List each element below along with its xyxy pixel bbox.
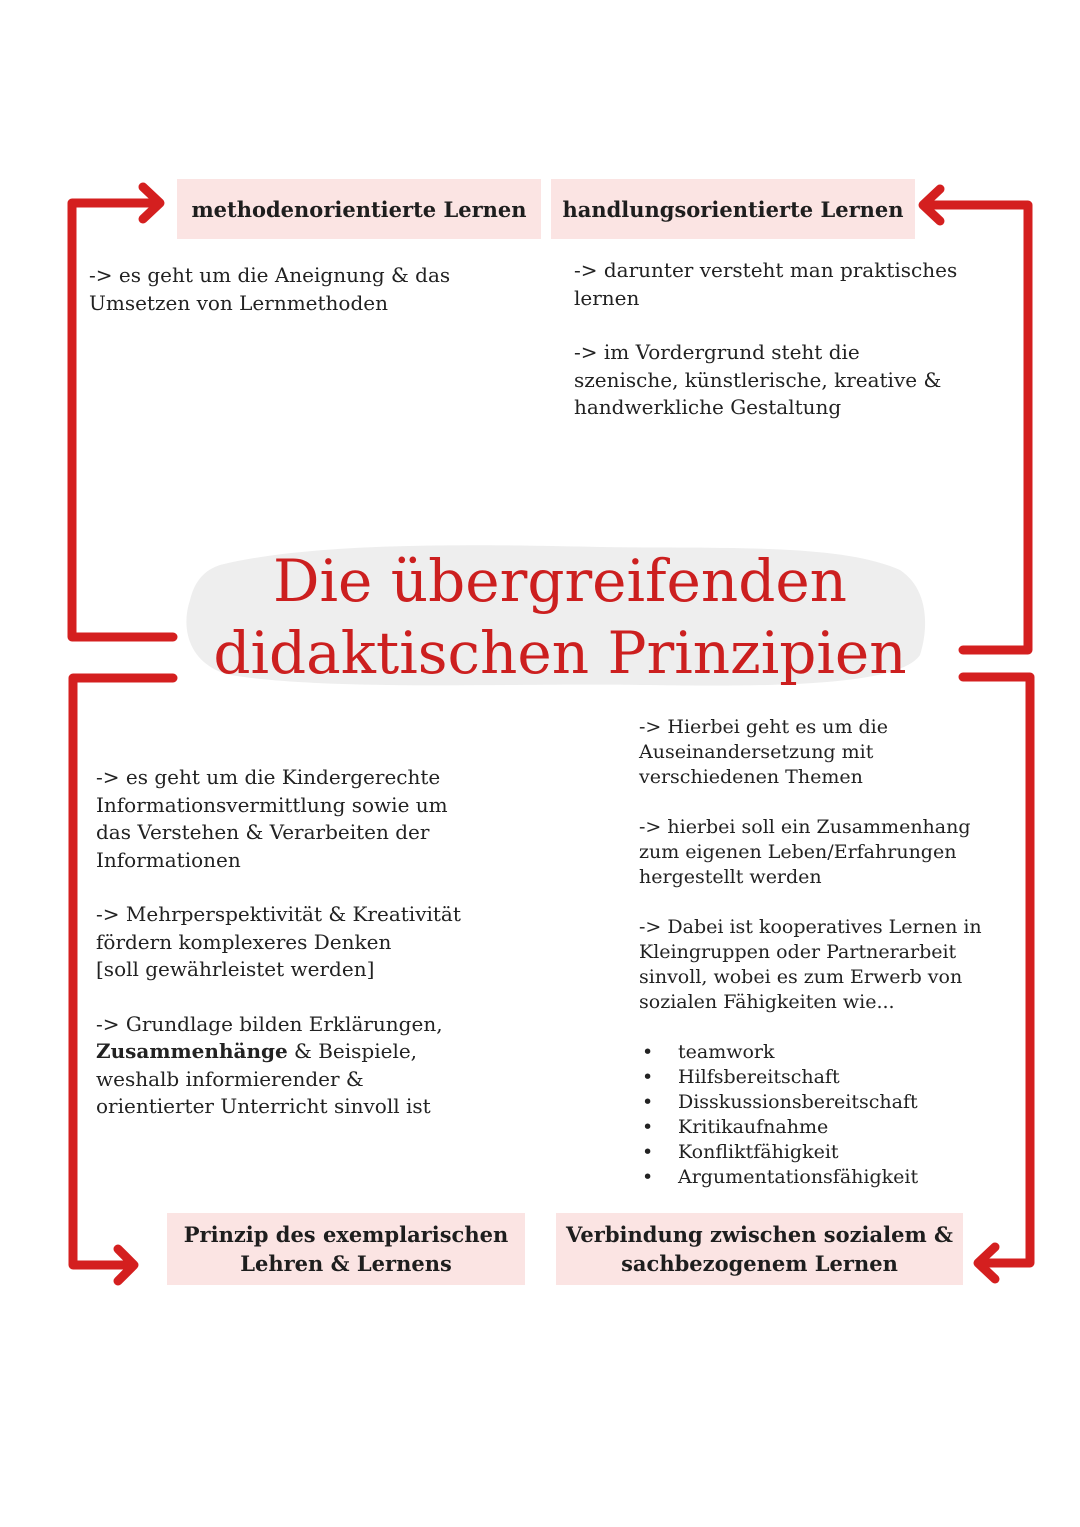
paragraph: -> Dabei ist kooperatives Lernen in Kleingruppen oder Partnerarbeit sinvoll, wobei es zum Erwerb von sozialen Fähigkeiten wie... (639, 916, 982, 1013)
label-methodenorientiert (177, 179, 541, 239)
label-methodenorientiert-text: methodenorientierte Lernen (191, 196, 527, 222)
list-item: • Konfliktfähigkeit (640, 1140, 918, 1165)
list-item: • teamwork (640, 1040, 918, 1065)
paragraph: -> Grundlage bilden Erklärungen, Zusammenhänge & Beispiele, weshalb informierender & orientierter Unterricht sinvoll ist (96, 1011, 443, 1118)
paragraph: -> darunter versteht man praktisches lernen (574, 258, 958, 310)
label-exemplarisch (167, 1213, 525, 1285)
text-sozial-sachbezogen (639, 715, 1039, 1015)
list-item: • Disskussionsbereitschaft (640, 1090, 918, 1115)
text-methodenorientiert (89, 262, 529, 317)
title-line-2: didaktischen Prinzipien (213, 619, 907, 687)
title-line-1: Die übergreifenden (272, 547, 848, 615)
text-handlungsorientiert (574, 257, 1024, 422)
list-item: • Hilfsbereitschaft (640, 1065, 918, 1090)
label-sozial-line2: sachbezogenem Lernen (621, 1251, 898, 1276)
list-item: • Kritikaufnahme (640, 1115, 918, 1140)
paragraph: -> es geht um die Kindergerechte Informationsvermittlung sowie um das Verstehen & Verarbeiten der Informationen (96, 765, 448, 872)
label-handlungsorientiert (551, 179, 915, 239)
label-handlungsorientiert-text: handlungsorientierte Lernen (562, 196, 904, 222)
text-exemplarisch (96, 764, 556, 1121)
label-exemplarisch-line1: Prinzip des exemplarischen (183, 1222, 509, 1247)
label-sozial-sachbezogen (556, 1213, 963, 1285)
paragraph: -> im Vordergrund steht die szenische, künstlerische, kreative & handwerkliche Gestaltung (574, 340, 942, 419)
page-title (160, 545, 960, 689)
paragraph: -> es geht um die Aneignung & das Umsetzen von Lernmethoden (89, 263, 451, 315)
paragraph: -> hierbei soll ein Zusammenhang zum eigenen Leben/Erfahrungen hergestellt werden (639, 816, 971, 888)
bold-term: Zusammenhänge (96, 1039, 288, 1063)
skills-list (640, 1040, 918, 1190)
label-exemplarisch-line2: Lehren & Lernens (240, 1251, 452, 1276)
list-item: • Argumentationsfähigkeit (640, 1165, 918, 1190)
paragraph: -> Mehrperspektivität & Kreativität fördern komplexeres Denken [soll gewährleistet werden] (96, 902, 461, 981)
label-sozial-line1: Verbindung zwischen sozialem & (566, 1222, 953, 1247)
paragraph: -> Hierbei geht es um die Auseinandersetzung mit verschiedenen Themen (639, 716, 889, 788)
